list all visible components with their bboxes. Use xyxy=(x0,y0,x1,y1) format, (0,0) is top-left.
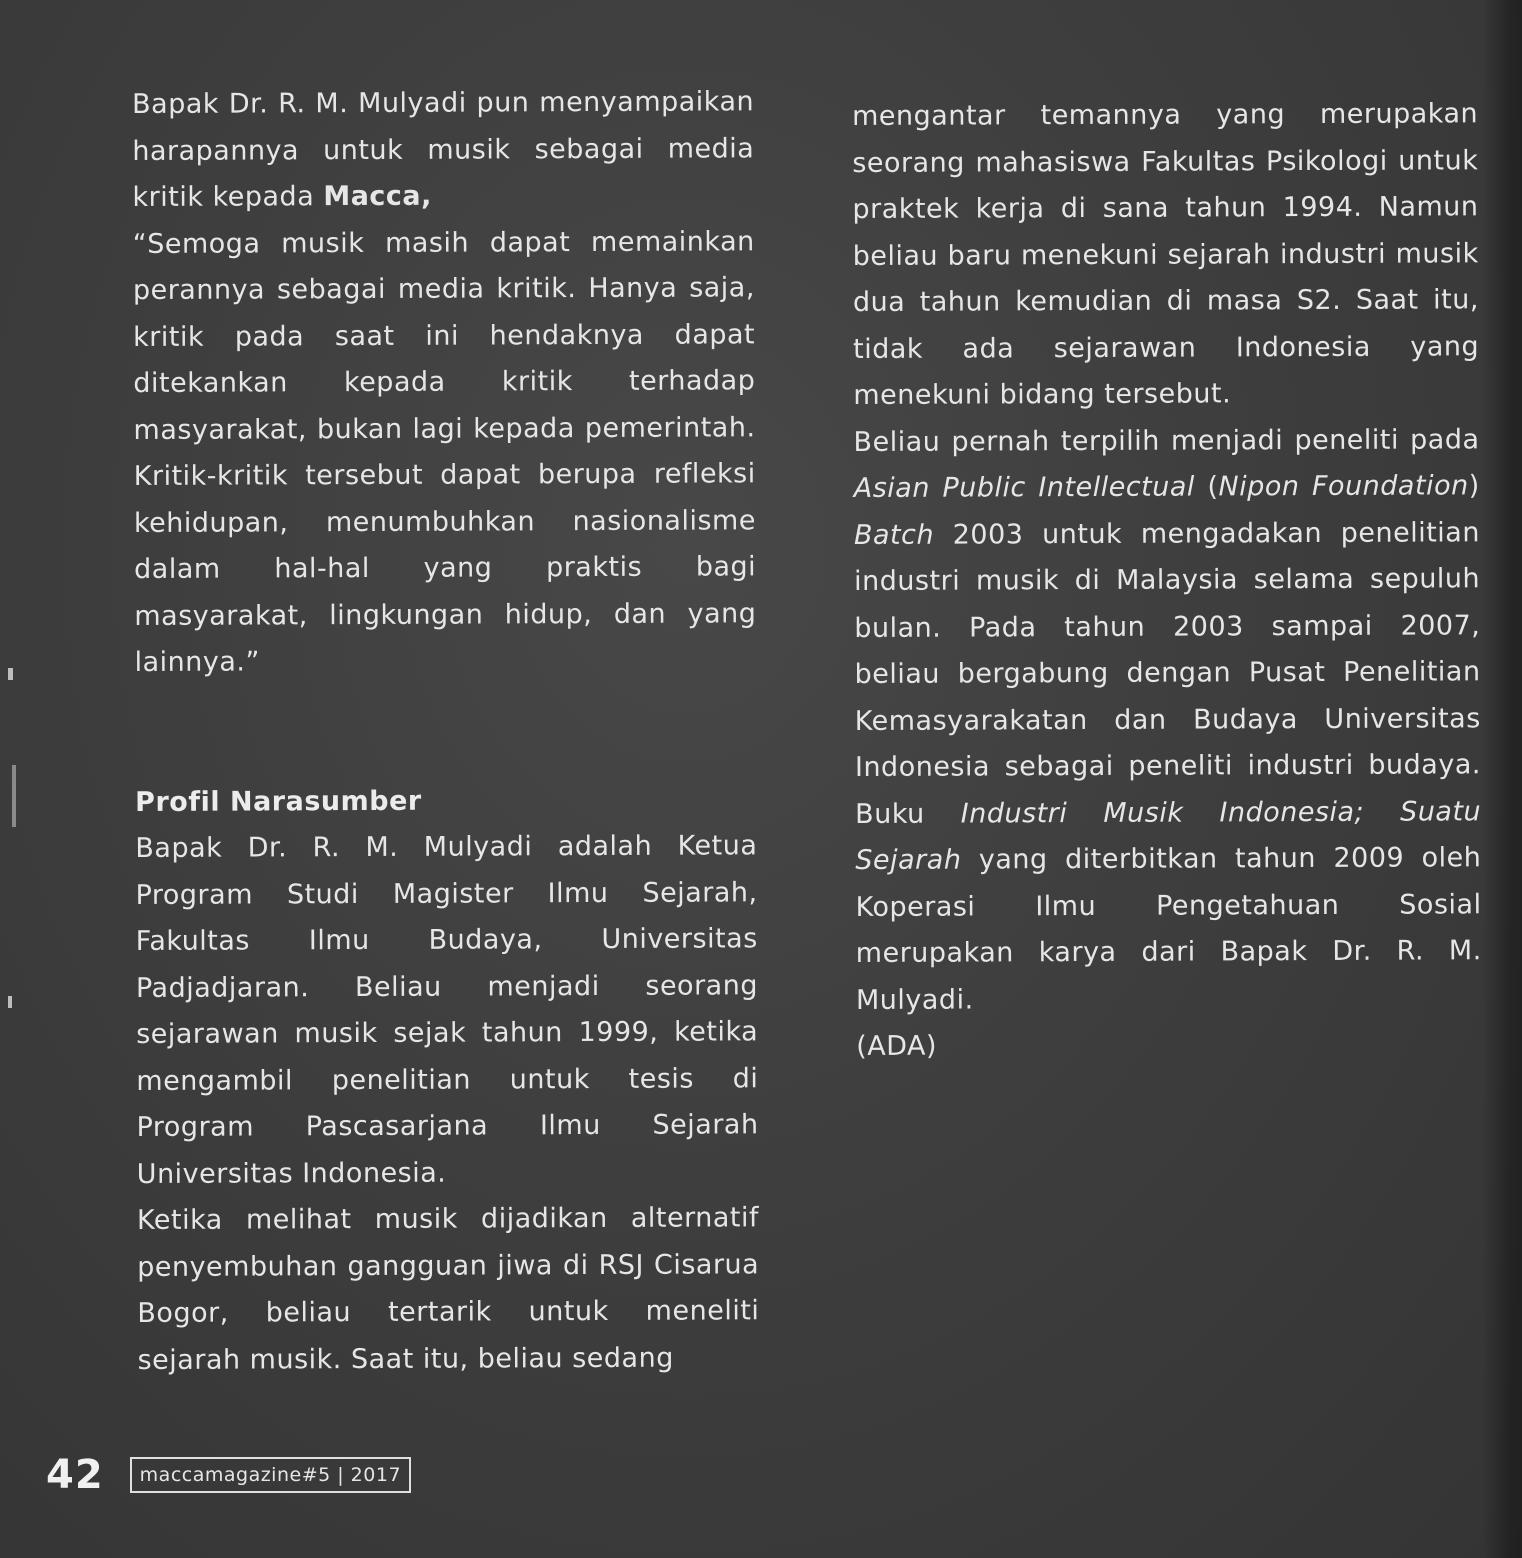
page-number: 42 xyxy=(46,1452,104,1498)
page-footer xyxy=(46,1452,411,1498)
binding-mark xyxy=(8,668,13,680)
quote-paragraph: “Semoga musik masih dapat memainkan perannya sebagai media kritik. Hanya saja, kritik pada saat ini hendaknya dapat ditekankan kepada kritik terhadap masyarakat, bukan lagi kepada pemerintah. Kritik-kritik tersebut dapat berupa refleksi kehidupan, menumbuhkan nasionalisme dalam hal-hal yang praktis bagi masyarakat, lingkungan hidup, dan yang lainnya.” xyxy=(132,225,757,678)
profile-heading: Profil Narasumber xyxy=(135,785,422,818)
italic-program-name: Asian Public Intellectual xyxy=(853,471,1195,504)
right-column xyxy=(852,91,1482,1070)
text-segment: ) xyxy=(1468,470,1480,502)
page-edge-shadow xyxy=(1482,0,1522,1558)
intro-bold-macca: Macca, xyxy=(323,180,432,213)
magazine-issue-box: maccamagazine#5 | 2017 xyxy=(130,1457,411,1493)
italic-foundation-name: Nipon Foundation xyxy=(1218,470,1469,503)
profile-paragraph-1: Bapak Dr. R. M. Mulyadi adalah Ketua Program Studi Magister Ilmu Sejarah, Fakultas Ilmu Budaya, Universitas Padjadjaran. Beliau menjadi seorang sejarawan musik sejak tahun 1999, ketika mengambil penelitian untuk tesis di Program Pascasarjana Ilmu Sejarah Universitas Indonesia. xyxy=(135,830,759,1190)
right-paragraph-1: mengantar temannya yang merupakan seorang mahasiswa Fakultas Psikologi untuk praktek kerja di sana tahun 1994. Namun beliau baru menekuni sejarah industri musik dua tahun kemudian di masa S2. Saat itu, tidak ada sejarawan Indonesia yang menekuni bidang tersebut. xyxy=(852,98,1480,411)
author-signature: (ADA) xyxy=(856,1030,938,1062)
section-spacer xyxy=(135,684,757,780)
right-paragraph-2 xyxy=(853,417,1482,1024)
binding-mark xyxy=(8,996,12,1008)
binding-mark xyxy=(12,765,16,827)
text-segment: ( xyxy=(1194,471,1219,503)
intro-paragraph xyxy=(132,79,755,221)
profile-paragraph-2: Ketika melihat musik dijadikan alternatif penyembuhan gangguan jiwa di RSJ Cisarua Bogor, beliau tertarik untuk meneliti sejarah musik. Saat itu, beliau sedang xyxy=(136,1202,760,1376)
intro-text: Bapak Dr. R. M. Mulyadi pun menyampaikan harapannya untuk musik sebagai media kritik kepada xyxy=(132,86,755,213)
text-segment: Beliau pernah terpilih menjadi peneliti pada xyxy=(853,423,1480,458)
text-segment: 2003 untuk mengadakan penelitian industri musik di Malaysia selama sepuluh bulan. Pada tahun 2003 sampai 2007, beliau bergabung dengan Pusat Penelitian Kemasyarakatan dan Budaya Universitas Indonesia sebagai peneliti industri budaya. Buku xyxy=(854,516,1482,830)
italic-batch: Batch xyxy=(853,519,935,551)
left-column xyxy=(132,79,760,1384)
text-segment: yang diterbitkan tahun 2009 oleh Koperasi Ilmu Pengetahuan Sosial merupakan karya dari Bapak Dr. R. M. Mulyadi. xyxy=(855,842,1482,1016)
italic-book-title: Industri Musik Indonesia; Suatu Sejarah xyxy=(855,795,1482,876)
